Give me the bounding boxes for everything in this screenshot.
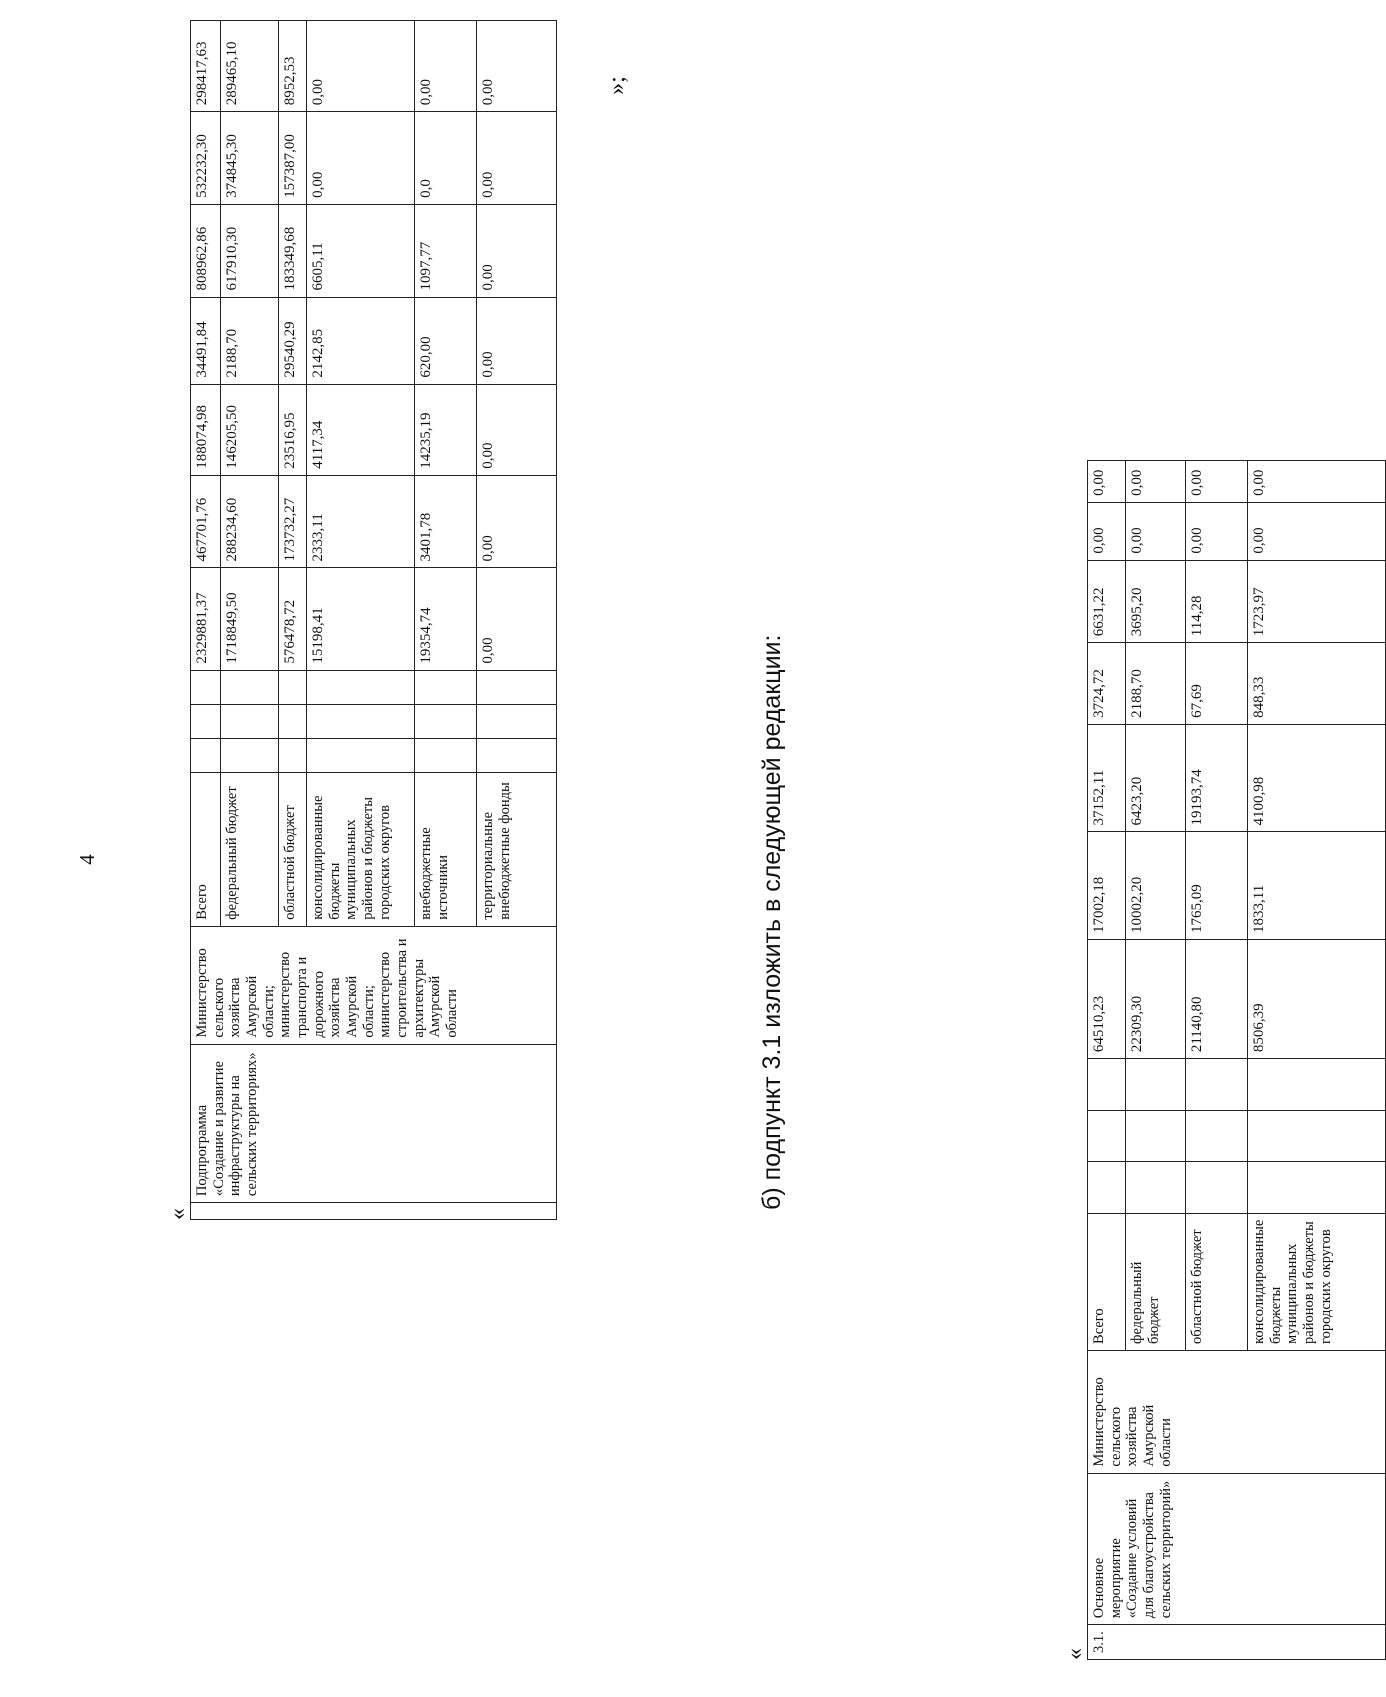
section-heading: б) подпункт 3.1 изложить в следующей редакции: <box>758 634 786 1210</box>
empty-cell <box>477 704 557 738</box>
value-cell: 6605,11 <box>307 204 415 297</box>
open-quote: « <box>165 1208 191 1220</box>
section-heading-block <box>752 635 792 1220</box>
value-cell: 617910,30 <box>221 204 279 297</box>
value-cell: 1723,97 <box>1248 560 1386 643</box>
value-cell: 29540,29 <box>279 297 307 384</box>
value-cell: 183349,68 <box>279 204 307 297</box>
value-cell: 173732,27 <box>279 475 307 568</box>
empty-cell <box>307 704 415 738</box>
empty-cell <box>477 670 557 704</box>
value-cell: 1097,77 <box>415 204 477 297</box>
value-cell: 1765,09 <box>1186 832 1248 940</box>
empty-cell <box>221 739 279 773</box>
value-cell: 10002,20 <box>1126 832 1186 940</box>
row-number-cell <box>191 1203 557 1220</box>
value-cell: 4100,98 <box>1248 724 1386 832</box>
funding-source: федеральный бюджет <box>1126 1213 1186 1350</box>
value-cell: 67,69 <box>1186 643 1248 725</box>
funding-source: консолидированные бюджеты муниципальных районов и бюджеты городских округов <box>1248 1213 1386 1350</box>
value-cell: 0,00 <box>477 475 557 568</box>
value-cell: 0,00 <box>1186 502 1248 560</box>
value-cell: 0,00 <box>477 112 557 205</box>
item-number: 3.1. <box>1088 1625 1386 1660</box>
value-cell: 22309,30 <box>1126 939 1186 1058</box>
value-cell: 0,00 <box>307 112 415 205</box>
empty-cell <box>279 739 307 773</box>
value-cell: 576478,72 <box>279 568 307 670</box>
value-cell: 0,00 <box>1088 461 1126 503</box>
funding-source: консолидированные бюджеты муниципальных районов и бюджеты городских округов <box>307 773 415 927</box>
value-cell: 0,00 <box>1088 502 1126 560</box>
funding-source: областной бюджет <box>1186 1213 1248 1350</box>
value-cell: 6423,20 <box>1126 724 1186 832</box>
value-cell: 0,00 <box>477 384 557 475</box>
empty-cell <box>415 704 477 738</box>
value-cell: 1718849,50 <box>221 568 279 670</box>
value-cell: 19354,74 <box>415 568 477 670</box>
value-cell: 6631,22 <box>1088 560 1126 643</box>
program-name: Подпрограмма «Создание и развитие инфраструктуры на сельских территориях» <box>191 1044 557 1202</box>
value-cell: 21140,80 <box>1186 939 1248 1058</box>
empty-cell <box>307 670 415 704</box>
funding-source: Всего <box>1088 1213 1126 1350</box>
value-cell: 3401,78 <box>415 475 477 568</box>
value-cell: 0,00 <box>1126 502 1186 560</box>
value-cell: 288234,60 <box>221 475 279 568</box>
empty-cell <box>1088 1059 1126 1111</box>
empty-cell <box>1248 1162 1386 1214</box>
funding-source: Всего <box>191 773 221 927</box>
empty-cell <box>221 670 279 704</box>
empty-cell <box>415 670 477 704</box>
open-quote-lower: « <box>1062 1648 1088 1660</box>
value-cell: 808962,86 <box>191 204 221 297</box>
empty-cell <box>477 739 557 773</box>
value-cell: 2333,11 <box>307 475 415 568</box>
value-cell: 19193,74 <box>1186 724 1248 832</box>
value-cell: 23516,95 <box>279 384 307 475</box>
value-cell: 2188,70 <box>1126 643 1186 725</box>
empty-cell <box>221 704 279 738</box>
empty-cell <box>279 670 307 704</box>
empty-cell <box>1248 1059 1386 1111</box>
value-cell: 848,33 <box>1248 643 1386 725</box>
empty-cell <box>1126 1110 1186 1162</box>
value-cell: 3724,72 <box>1088 643 1126 725</box>
value-cell: 15198,41 <box>307 568 415 670</box>
empty-cell <box>1088 1110 1126 1162</box>
executor: Министерство сельского хозяйства Амурской области <box>1088 1350 1386 1473</box>
value-cell: 0,00 <box>477 297 557 384</box>
lower-table <box>1087 460 1386 1660</box>
value-cell: 14235,19 <box>415 384 477 475</box>
empty-cell <box>1088 1162 1126 1214</box>
upper-table-block <box>166 20 557 1220</box>
empty-cell <box>307 739 415 773</box>
value-cell: 0,0 <box>415 112 477 205</box>
empty-cell <box>1186 1059 1248 1111</box>
value-cell: 8506,39 <box>1248 939 1386 1058</box>
value-cell: 2142,85 <box>307 297 415 384</box>
upper-table <box>190 20 557 1220</box>
value-cell: 2188,70 <box>221 297 279 384</box>
value-cell: 0,00 <box>415 21 477 112</box>
executors: Министерство сельского хозяйства Амурской области; министерство транспорта и дорожного хозяйства Амурской области; министерство строительства и архитектуры Амурской области <box>191 926 557 1044</box>
value-cell: 298417,63 <box>191 21 221 112</box>
value-cell: 620,00 <box>415 297 477 384</box>
empty-cell <box>1186 1110 1248 1162</box>
table-row <box>191 21 221 1220</box>
value-cell: 0,00 <box>477 568 557 670</box>
empty-cell <box>1248 1110 1386 1162</box>
close-quote: »; <box>603 76 630 95</box>
value-cell: 64510,23 <box>1088 939 1126 1058</box>
value-cell: 374845,30 <box>221 112 279 205</box>
funding-source: областной бюджет <box>279 773 307 927</box>
value-cell: 8952,53 <box>279 21 307 112</box>
empty-cell <box>1126 1162 1186 1214</box>
value-cell: 3695,20 <box>1126 560 1186 643</box>
value-cell: 157387,00 <box>279 112 307 205</box>
value-cell: 4117,34 <box>307 384 415 475</box>
value-cell: 0,00 <box>1126 461 1186 503</box>
value-cell: 114,28 <box>1186 560 1248 643</box>
value-cell: 532232,30 <box>191 112 221 205</box>
empty-cell <box>415 739 477 773</box>
funding-source: территориальные внебюджетные фонды <box>477 773 557 927</box>
funding-source: федеральный бюджет <box>221 773 279 927</box>
empty-cell <box>1126 1059 1186 1111</box>
table-row <box>1088 461 1126 1660</box>
page-number: 4 <box>74 854 99 865</box>
empty-cell <box>191 739 221 773</box>
value-cell: 0,00 <box>477 204 557 297</box>
value-cell: 289465,10 <box>221 21 279 112</box>
value-cell: 146205,50 <box>221 384 279 475</box>
empty-cell <box>191 670 221 704</box>
value-cell: 34491,84 <box>191 297 221 384</box>
value-cell: 0,00 <box>477 21 557 112</box>
value-cell: 0,00 <box>1248 502 1386 560</box>
measure-name: Основное мероприятие «Создание условий для благоустройства сельских территорий» <box>1088 1473 1386 1625</box>
value-cell: 0,00 <box>1186 461 1248 503</box>
lower-table-block <box>1063 460 1386 1660</box>
value-cell: 2329881,37 <box>191 568 221 670</box>
value-cell: 1833,11 <box>1248 832 1386 940</box>
funding-source: внебюджетные источники <box>415 773 477 927</box>
value-cell: 17002,18 <box>1088 832 1126 940</box>
value-cell: 188074,98 <box>191 384 221 475</box>
empty-cell <box>279 704 307 738</box>
empty-cell <box>191 704 221 738</box>
value-cell: 0,00 <box>1248 461 1386 503</box>
empty-cell <box>1186 1162 1248 1214</box>
value-cell: 37152,11 <box>1088 724 1126 832</box>
value-cell: 0,00 <box>307 21 415 112</box>
value-cell: 467701,76 <box>191 475 221 568</box>
